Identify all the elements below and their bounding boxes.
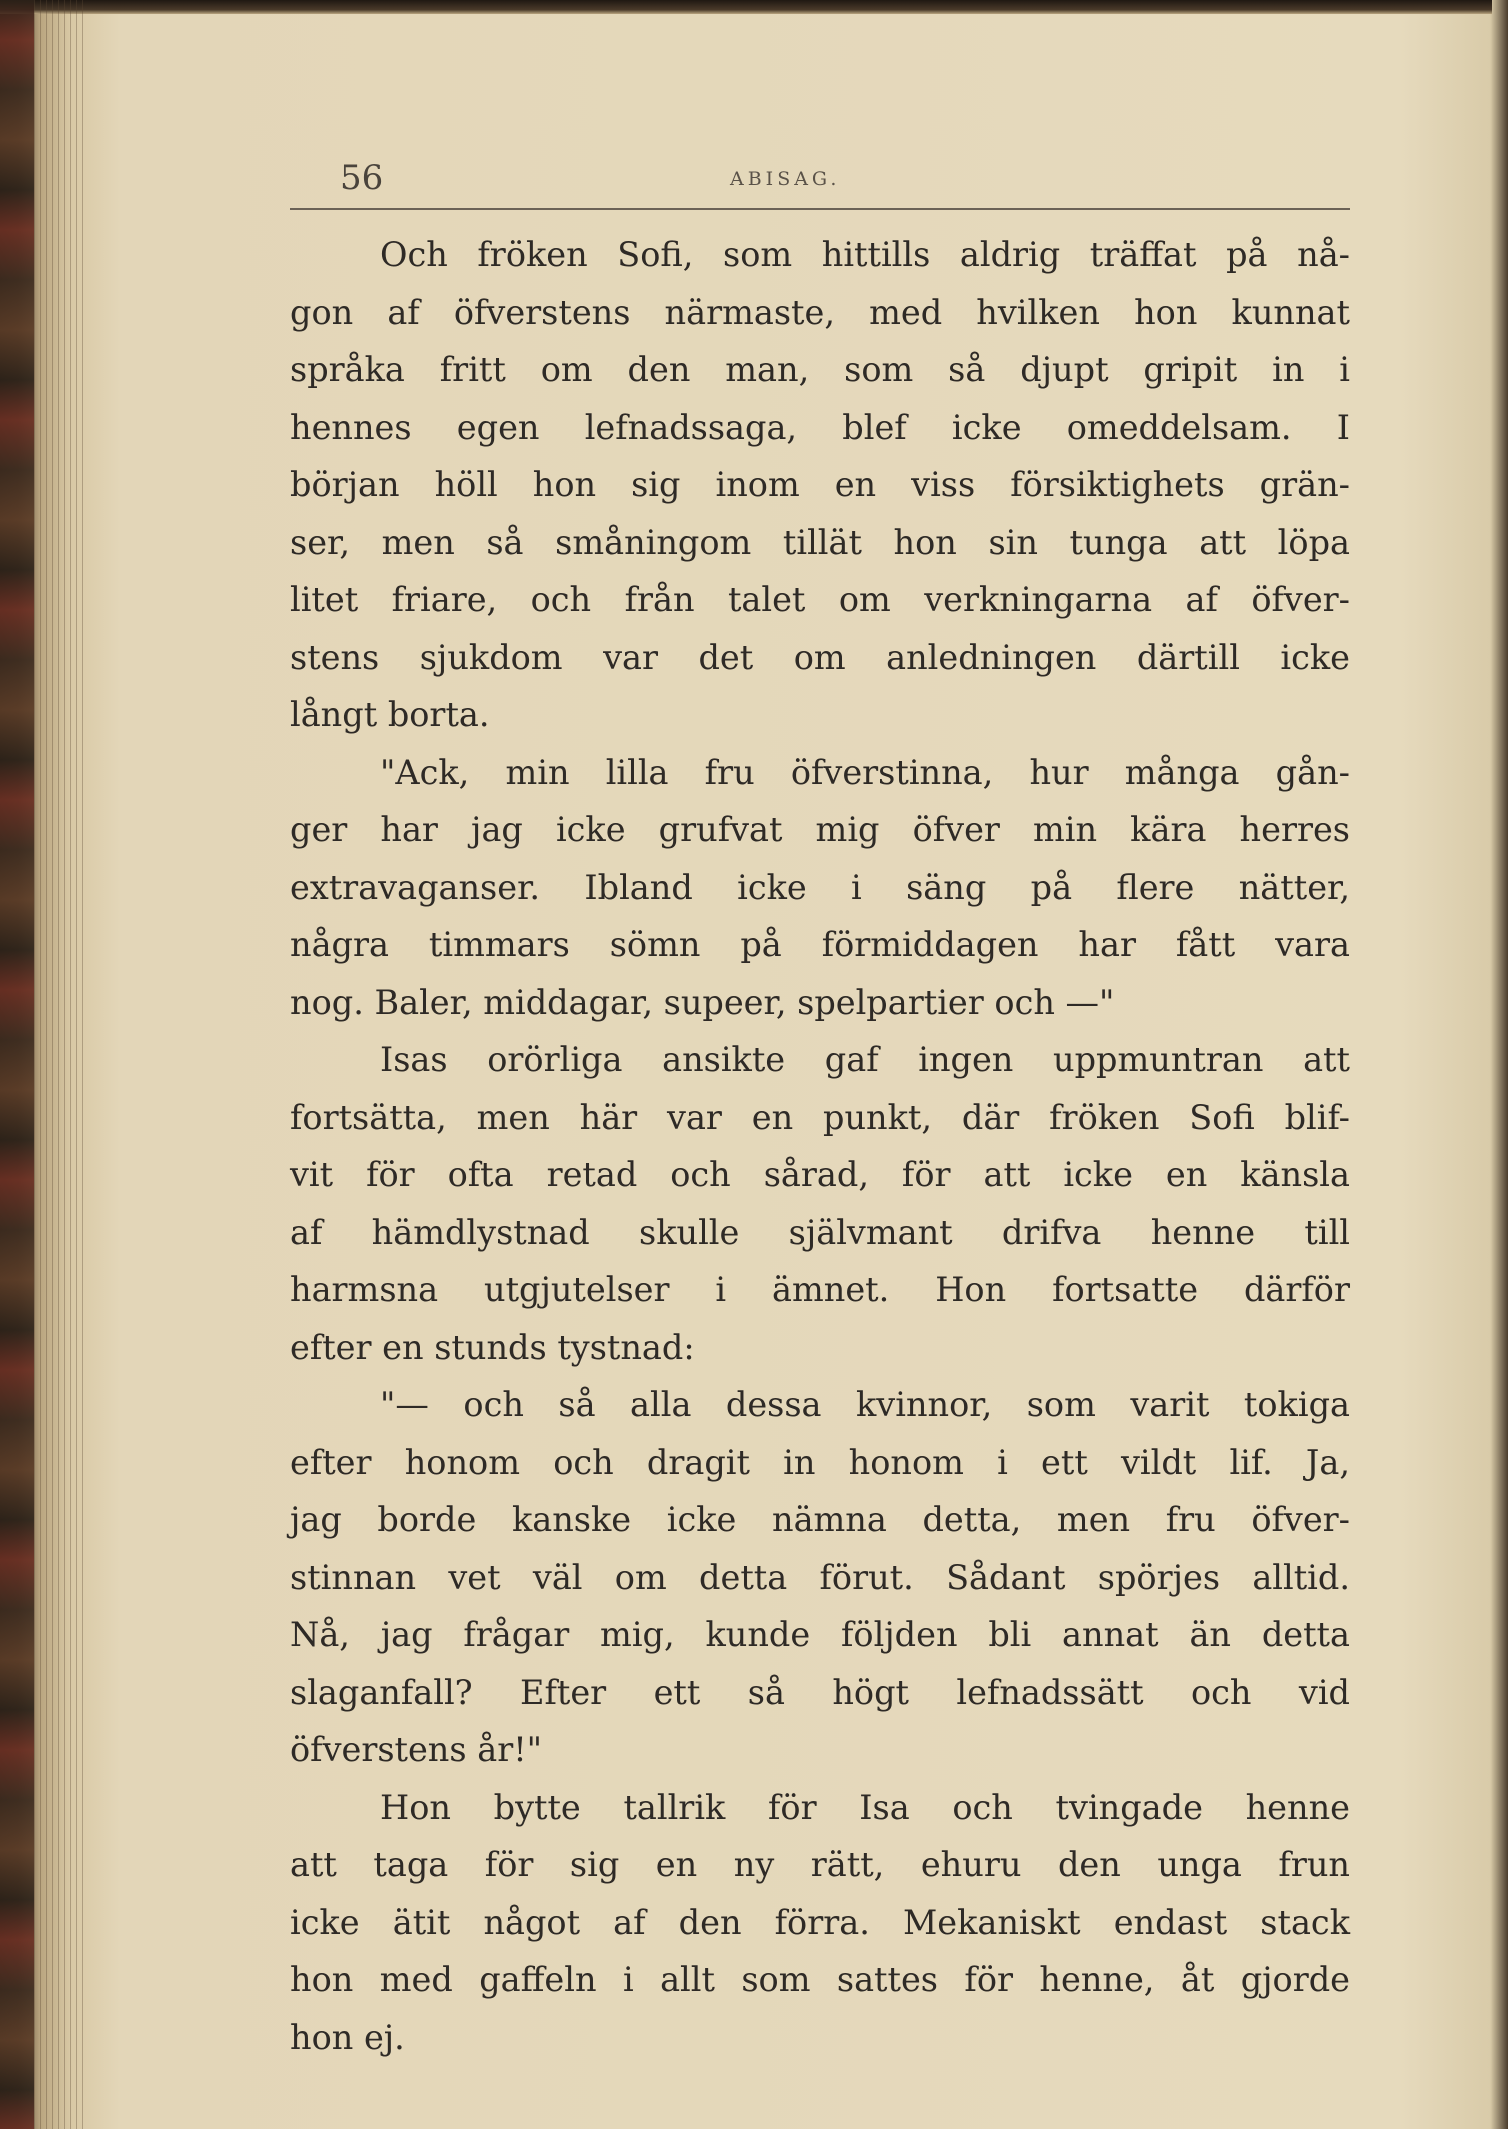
- text-line: öfverstens år!": [290, 1730, 543, 1769]
- text-line: "Ack, min lilla fru öfverstinna, hur många gån-: [380, 752, 1350, 792]
- text-line: Hon bytte tallrik för Isa och tvingade henne: [380, 1787, 1350, 1827]
- text-line: slaganfall? Efter ett så högt lefnadssätt och vid: [290, 1672, 1350, 1712]
- text-line: jag borde kanske icke nämna detta, men fru öfver-: [290, 1500, 1350, 1539]
- running-title: ABISAG.: [730, 168, 841, 190]
- text-line: stens sjukdom var det om anledningen därtill icke: [290, 637, 1350, 677]
- text-line: icke ätit något af den förra. Mekaniskt endast stack: [290, 1902, 1350, 1942]
- page-edges: [34, 0, 84, 2129]
- text-line: "— och så alla dessa kvinnor, som varit tokiga: [380, 1385, 1350, 1424]
- text-line: litet friare, och från talet om verkningarna af öfver-: [290, 580, 1350, 619]
- text-line: långt borta.: [290, 695, 490, 734]
- text-line: extravaganser. Ibland icke i säng på flere nätter,: [290, 867, 1350, 907]
- body-text: [290, 226, 1350, 2066]
- text-line: hon med gaffeln i allt som sattes för henne, åt gjorde: [290, 1960, 1350, 1999]
- text-line: ser, men så småningom tillät hon sin tunga att löpa: [290, 522, 1350, 562]
- book-spine: [0, 0, 34, 2129]
- text-line: ger har jag icke grufvat mig öfver min kära herres: [290, 810, 1350, 849]
- text-line: fortsätta, men här var en punkt, där fröken Sofi blif-: [290, 1097, 1350, 1137]
- text-line: nog. Baler, middagar, supeer, spelpartier och —": [290, 982, 1115, 1022]
- text-line: Isas orörliga ansikte gaf ingen uppmuntran att: [380, 1040, 1350, 1079]
- text-line: språka fritt om den man, som så djupt gripit in i: [290, 350, 1350, 389]
- text-line: Nå, jag frågar mig, kunde följden bli annat än detta: [290, 1615, 1350, 1654]
- text-line: efter en stunds tystnad:: [290, 1327, 695, 1367]
- book-right-edge: [1492, 0, 1508, 2129]
- text-line: början höll hon sig inom en viss försiktighets grän-: [290, 465, 1350, 504]
- text-line: Och fröken Sofi, som hittills aldrig träffat på nå-: [380, 235, 1350, 274]
- text-line: harmsna utgjutelser i ämnet. Hon fortsatte därför: [290, 1270, 1350, 1309]
- text-line: några timmars sömn på förmiddagen har fått vara: [290, 925, 1350, 964]
- text-line: hon ej.: [290, 2017, 405, 2057]
- text-line: efter honom och dragit in honom i ett vildt lif. Ja,: [290, 1442, 1350, 1482]
- book-top-edge: [0, 0, 1508, 14]
- running-head: [290, 150, 1350, 210]
- text-line: stinnan vet väl om detta förut. Sådant spörjes alltid.: [290, 1557, 1350, 1597]
- page-content: [290, 150, 1350, 2057]
- page-number: 56: [340, 158, 384, 198]
- text-line: att taga för sig en ny rätt, ehuru den unga frun: [290, 1845, 1350, 1884]
- text-line: gon af öfverstens närmaste, med hvilken hon kunnat: [290, 292, 1350, 332]
- text-line: hennes egen lefnadssaga, blef icke omeddelsam. I: [290, 407, 1350, 447]
- text-line: vit för ofta retad och sårad, för att icke en känsla: [290, 1155, 1350, 1194]
- text-line: af hämdlystnad skulle självmant drifva henne till: [290, 1212, 1350, 1252]
